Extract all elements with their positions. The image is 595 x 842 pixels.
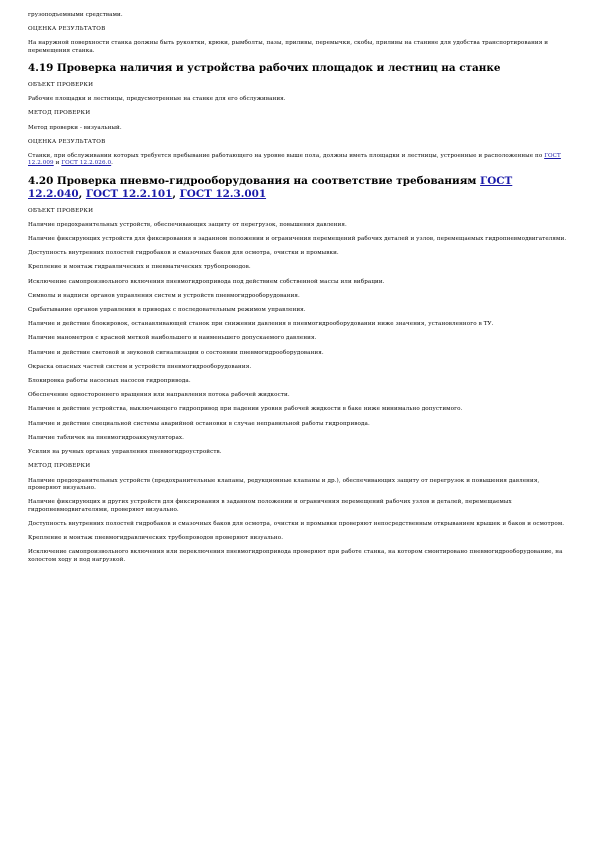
s420-object-item: Символы и надписи органов управления систем и устройств пневмогидрооборудования. xyxy=(28,292,300,299)
s420-object-item: Доступность внутренних полостей гидробаков и смазочных баков для осмотра, очистки и промывки. xyxy=(28,250,339,257)
gost-12-2-101-link[interactable]: ГОСТ 12.2.101 xyxy=(85,187,173,200)
s420-title-prefix: 4.20 Проверка пневмо-гидрооборудования на соответствие требованиям xyxy=(28,174,481,187)
section-4-19-heading: 4.19 Проверка наличия и устройства рабочих площадок и лестниц на станке xyxy=(28,62,501,75)
s420-method-item: Наличие фиксирующих и других устройств для фиксирования в заданном положении и ограничения перемещений рабочих узлов и деталей, перемещаемых гидропневмодвигателями, проверяют визуально. xyxy=(28,499,512,513)
s420-method-list xyxy=(28,478,568,564)
s419-method-text: Метод проверки - визуальный. xyxy=(28,124,122,131)
s419-object-label: ОБЪЕКТ ПРОВЕРКИ xyxy=(28,82,94,89)
s420-object-item: Усилия на ручных органах управления пневмогидроустройств. xyxy=(28,449,222,456)
s420-object-item: Блокировка работы насосных насосов гидропривода. xyxy=(28,378,191,385)
s419-result-label: ОЦЕНКА РЕЗУЛЬТАТОВ xyxy=(28,138,106,145)
gost-12-2-009-link[interactable]: ГОСТ 12.2.009 xyxy=(28,153,561,167)
s420-object-item: Крепление и монтаж гидравлических и пневматических трубопроводов. xyxy=(28,264,251,271)
s419-result-text-a: Станки, при обслуживании которых требуется пребывание работающего на уровне выше пола, должны иметь площадки и лестницы, устроенные и расположенные по xyxy=(28,153,545,160)
s420-object-item: Наличие и действие специальной системы аварийной остановки в случае неправильной работы гидропривода. xyxy=(28,420,370,427)
s419-result-text-c: . xyxy=(111,160,114,167)
gost-12-2-040-link[interactable]: ГОСТ 12.2.040 xyxy=(28,174,513,200)
s420-method-item: Крепление и монтаж пневмогидравлических трубопроводов проверяют визуально. xyxy=(28,534,284,541)
s420-object-item: Срабатывание органов управления в приводах с последовательным режимом управления. xyxy=(28,307,306,314)
s419-result-text-b: и xyxy=(53,160,62,167)
s420-object-item: Наличие табличек на пневмогидроаккумуляторах. xyxy=(28,434,185,441)
s420-method-item: Наличие предохранительных устройств (предохранительные клапаны, редукционные клапаны и др.), обеспечивающих защиту от перегрузок и повышения давления, проверяют визуально. xyxy=(28,477,540,491)
gost-12-3-001-link[interactable]: ГОСТ 12.3.001 xyxy=(179,187,267,200)
result-label: ОЦЕНКА РЕЗУЛЬТАТОВ xyxy=(28,26,106,33)
s420-sep-2: , xyxy=(172,187,180,200)
s420-object-item: Наличие и действие световой и звуковой сигнализации о состоянии пневмогидрооборудования. xyxy=(28,349,324,356)
s420-sep-1: , xyxy=(78,187,86,200)
s420-object-item: Окраска опасных частей систем и устройств пневмогидрооборудования. xyxy=(28,363,252,370)
s420-method-label: МЕТОД ПРОВЕРКИ xyxy=(28,463,91,470)
s420-object-item: Наличие манометров с красной меткой наибольшего и наименьшего допускаемого давления. xyxy=(28,335,317,342)
section-4-20-heading xyxy=(28,175,568,201)
s420-object-item: Исключение самопроизвольного включения пневмогидропривода под действием собственной массы или вибрации. xyxy=(28,278,385,285)
s420-object-label: ОБЪЕКТ ПРОВЕРКИ xyxy=(28,207,94,214)
s419-method-label: МЕТОД ПРОВЕРКИ xyxy=(28,110,91,117)
result-paragraph: На наружной поверхности станка должны быть рукоятки, крюки, рымболты, пазы, приливы, перемычки, скобы, приливы на станине для удобства транспортирования и перемещения станка. xyxy=(28,40,549,54)
s419-result-text xyxy=(28,153,568,168)
s420-object-item: Наличие фиксирующих устройств для фиксирования в заданном положении и ограничения перемещений рабочих деталей и узлов, перемещаемых гидропневмодвигателями. xyxy=(28,236,567,243)
s420-object-item: Наличие и действие блокировок, останавливающей станок при снижении давления в пневмогидрооборудовании ниже значения, установленного в ТУ. xyxy=(28,321,494,328)
top-fragment: грузоподъемными средствами. xyxy=(28,12,123,18)
s420-object-list xyxy=(28,222,568,457)
s420-method-item: Исключение самопроизвольного включения или переключения пневмогидропривода проверяют при работе станка, на котором смонтировано пневмогидрооборудование, на холостом ходу и под нагрузкой. xyxy=(28,549,563,563)
s420-method-item: Доступность внутренних полостей гидробаков и смазочных баков для осмотра, очистки и промывки проверяют непосредственным открыванием крышек и баков и осмотром. xyxy=(28,520,565,527)
document-page xyxy=(28,12,568,571)
s419-object-text: Рабочие площадки и лестницы, предусмотренные на станке для его обслуживания. xyxy=(28,96,286,103)
s420-object-item: Наличие и действие устройства, выключающего гидропривод при падении уровня рабочей жидкости в баке ниже минимально допустимого. xyxy=(28,406,463,413)
gost-12-2-026-link[interactable]: ГОСТ 12.2.026.0 xyxy=(61,160,112,167)
s420-object-item: Наличие предохранительных устройств, обеспечивающих защиту от перегрузок, повышения давления. xyxy=(28,221,347,228)
s420-object-item: Обеспечение одностороннего вращения или направления потока рабочей жидкости. xyxy=(28,392,290,399)
